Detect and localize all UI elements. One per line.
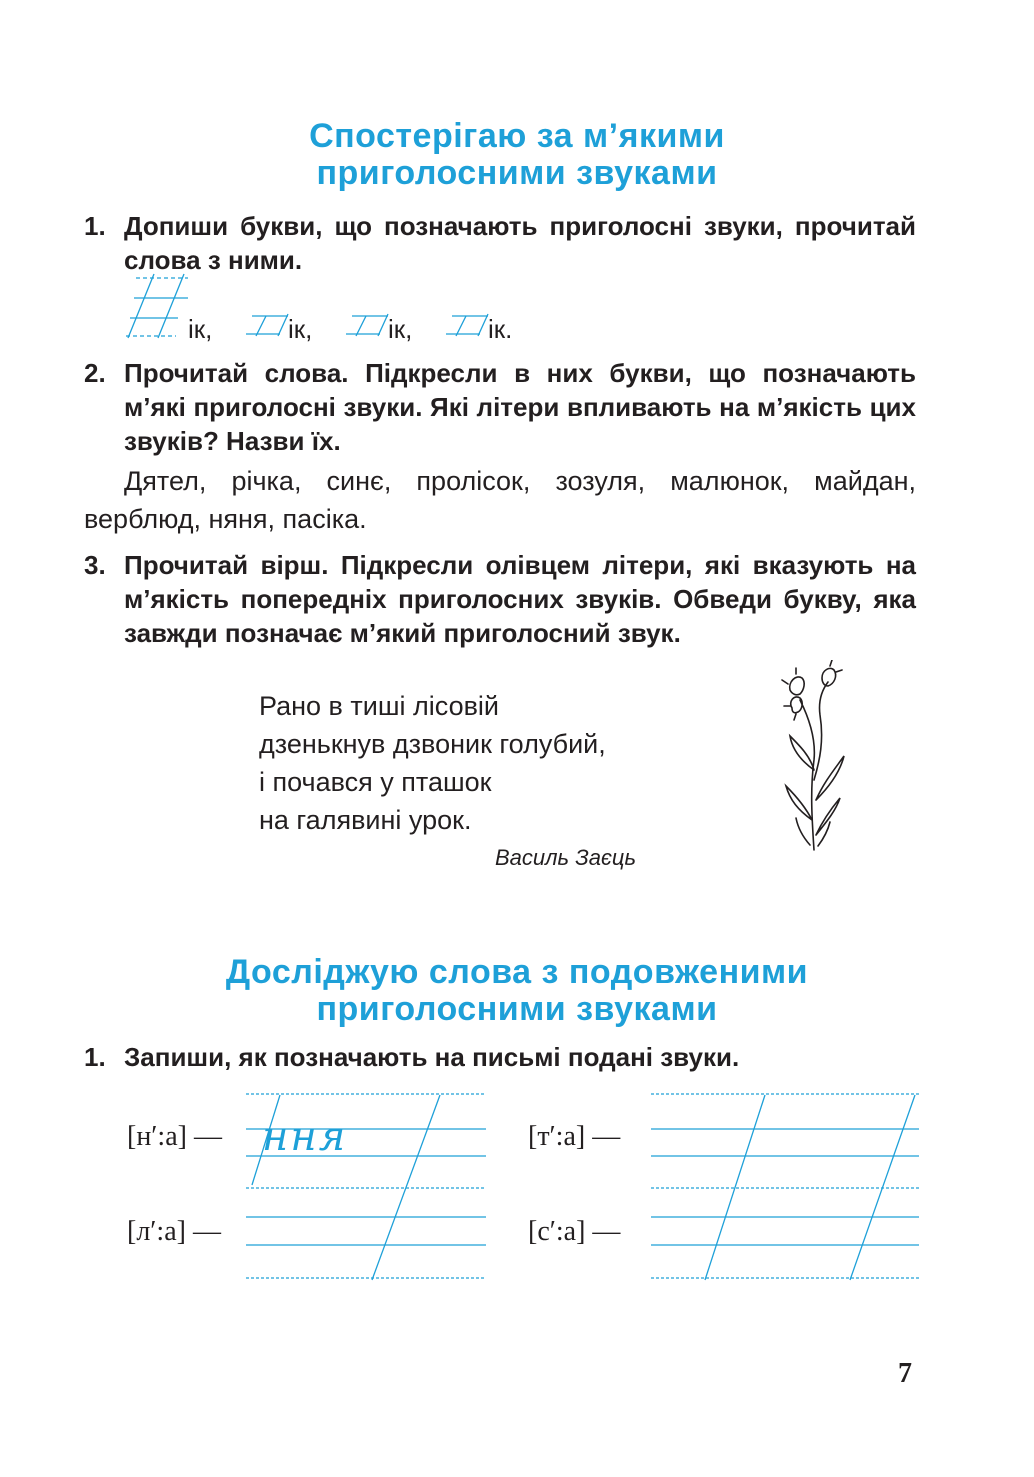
task1-text: Допиши букви, що позначають приголосні звуки, прочитай слова з ними. xyxy=(124,211,916,275)
sound-label-nna: [н′:а] — xyxy=(127,1121,222,1152)
sound-label-tta: [т′:а] — xyxy=(528,1121,621,1152)
task1-number: 1. xyxy=(84,211,106,241)
fill-word-2: ік, xyxy=(288,314,313,344)
sound-label-lla: [л′:а] — xyxy=(127,1216,221,1247)
task2-word-list: Дятел, річка, синє, пролісок, зозуля, малюнок, майдан, верблюд, няня, пасіка. xyxy=(84,466,916,534)
poem-author: Василь Заєць xyxy=(495,845,637,870)
section2-title-line2: приголосними звуками xyxy=(316,990,718,1028)
answer-handwriting-nna: ння xyxy=(262,1114,348,1160)
task3-text: Прочитай вірш. Підкресли олівцем літери, які вказують на м’якість попередніх приголосних звуків. Обведи букву, яка завжди позначає м’який приголосний звук. xyxy=(124,550,916,648)
sound-label-ssa: [с′:а] — xyxy=(528,1216,621,1247)
section2-task1-number: 1. xyxy=(84,1042,106,1072)
page-number: 7 xyxy=(898,1358,912,1389)
fill-word-4: ік. xyxy=(488,314,513,344)
section1-title-line2: приголосними звуками xyxy=(316,154,718,192)
section2-title-line1: Досліджую слова з подовженими xyxy=(225,953,809,991)
task2-number: 2. xyxy=(84,358,106,388)
fill-word-1: ік, xyxy=(188,314,213,344)
task3-number: 3. xyxy=(84,550,106,580)
writing-grid-right xyxy=(645,1085,925,1290)
poem-line-2: дзенькнув дзвоник голубий, xyxy=(259,729,606,759)
poem-line-3: і почався у пташок xyxy=(259,767,492,797)
task2-text: Прочитай слова. Підкресли в них букви, що позначають м’які приголосні звуки. Які літери впливають на м’якість цих звуків? Назви їх. xyxy=(124,358,916,456)
bellflower-illustration xyxy=(770,660,860,855)
fill-word-3: ік, xyxy=(388,314,413,344)
poem-line-4: на галявині урок. xyxy=(259,805,472,835)
section1-title-line1: Спостерігаю за м’якими xyxy=(309,117,725,155)
poem-line-1: Рано в тиші лісовій xyxy=(259,691,500,721)
section2-task1-text: Запиши, як позначають на письмі подані звуки. xyxy=(124,1042,740,1072)
task1-letter-cells xyxy=(118,272,538,344)
